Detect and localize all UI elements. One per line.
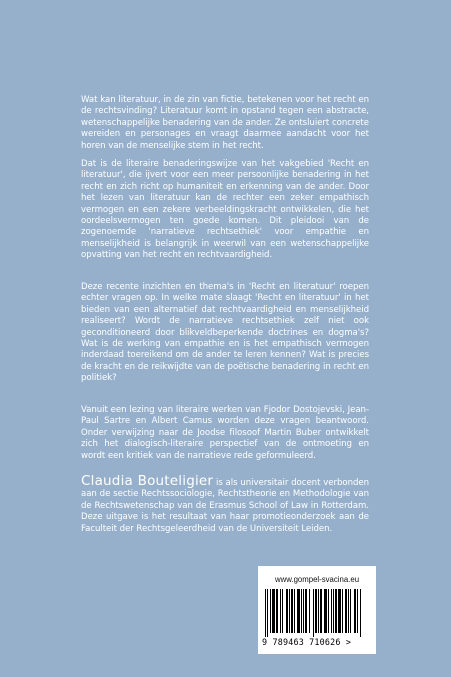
barcode-bar — [328, 589, 329, 633]
barcode-bar — [348, 589, 349, 633]
isbn-digits: 9 789463 710626 > — [262, 637, 352, 647]
barcode-bar — [335, 589, 337, 633]
barcode-bar — [303, 589, 304, 633]
publisher-website: www.gompel-svacina.eu — [274, 575, 360, 584]
barcode-bar — [345, 589, 347, 633]
barcode-bar — [291, 589, 293, 633]
barcode-bar — [270, 589, 271, 633]
blurb-paragraph-3 — [81, 282, 369, 385]
paragraph-text: Vanuit een lezing van literaire werken van Fjodor Dostojevski, Jean-Paul Sartre en Albert Camus worden deze vragen beantwoord. Onder verwijzing naar de Joodse filosoof Martin Buber ontwikkelt zich het dialogisch-literaire perspectief van de ontmoeting en wordt een kritiek van de narratieve rede geformuleerd. — [81, 405, 369, 461]
barcode-bar — [354, 589, 356, 633]
barcode-bar — [289, 589, 290, 633]
barcode-bar — [324, 589, 327, 633]
author-bio-text: is als universitair docent verbonden aan de sectie Rechtssociologie, Rechtstheorie en Methodologie van de Rechtswetenschap van de Erasmus School of Law in Rotterdam. Deze uitgave is het resultaat van haar promotieonderzoek aan de Faculteit der Rechtsgeleerdheid van de Universiteit Leiden. — [81, 478, 370, 534]
barcode-bar — [320, 589, 322, 633]
barcode-bar — [305, 589, 307, 633]
barcode-bar — [267, 589, 268, 637]
barcode-bar — [338, 589, 341, 633]
author-name: Claudia Bouteligier — [81, 473, 214, 489]
barcode-icon — [263, 589, 371, 637]
blurb-paragraph-4 — [81, 405, 369, 462]
barcode-bar — [309, 589, 310, 633]
barcode-bar — [286, 589, 288, 633]
barcode-bar — [265, 589, 266, 637]
barcode-bar — [357, 589, 358, 633]
barcode-bar — [297, 589, 300, 633]
barcode-bar — [350, 589, 351, 633]
barcode-bar — [318, 589, 319, 633]
paragraph-text: Dat is de literaire benaderingswijze van het vakgebied 'Recht en literatuur', die ijvert voor een meer persoonlijke benadering in het recht en zich richt op humaniteit en erkenning van de ander. Door het lezen van literatuur kan de rechter een zeker empathisch vermogen en een zekere verbeeldingskracht ontwikkelen, die het oordeelsvermogen ten goede komen. Dit pleidooi van de zogenoemde 'narratieve rechtsethiek' voor empathie en menselijkheid is belangrijk in weerwil van een wetenschappelijke opvatting van het recht en rechtvaardigheid. — [81, 159, 369, 261]
paragraph-text: Wat kan literatuur, in de zin van fictie, betekenen voor het recht en de rechtsvinding? Literatuur komt in opstand tegen een abstracte, wetenschappelijke benadering van de ander. Ze ontsluiert concrete wereiden en personages en vraagt daarmee aandacht voor het horen van de menselijke stem in het recht. — [81, 95, 369, 151]
barcode-bar — [315, 589, 317, 633]
barcode-bar — [331, 589, 332, 633]
barcode-bar — [342, 589, 343, 633]
barcode-bar — [280, 589, 281, 633]
barcode-bar — [313, 589, 314, 637]
barcode-bar — [282, 589, 283, 633]
barcode-label — [258, 566, 376, 654]
paragraph-text: Deze recente inzichten en thema's in 'Recht en literatuur' roepen echter vragen op. In welke mate slaagt 'Recht en literatuur' in het bieden van een alternatief dat rechtvaardigheid en menselijkheid realiseert? Wordt de narratieve rechtsethiek zelf niet ook geconditioneerd door blikveldbeperkende doctrines en dogma's? Wat is de werking van empathie en is het empathisch vermogen inderdaad toereikend om de ander te leren kennen? Wat is precies de kracht en de reikwijdte van de poëtische benadering in recht en politiek? — [81, 282, 369, 384]
barcode-bar — [276, 589, 278, 633]
barcode-bar — [360, 589, 361, 637]
barcode-bar — [272, 589, 275, 633]
author-bio — [81, 473, 370, 535]
blurb-paragraph-2 — [81, 159, 369, 262]
blurb-paragraph-1 — [81, 95, 369, 152]
barcode-bar — [294, 589, 295, 633]
barcode-bar — [301, 589, 302, 633]
barcode-bar — [333, 589, 334, 633]
